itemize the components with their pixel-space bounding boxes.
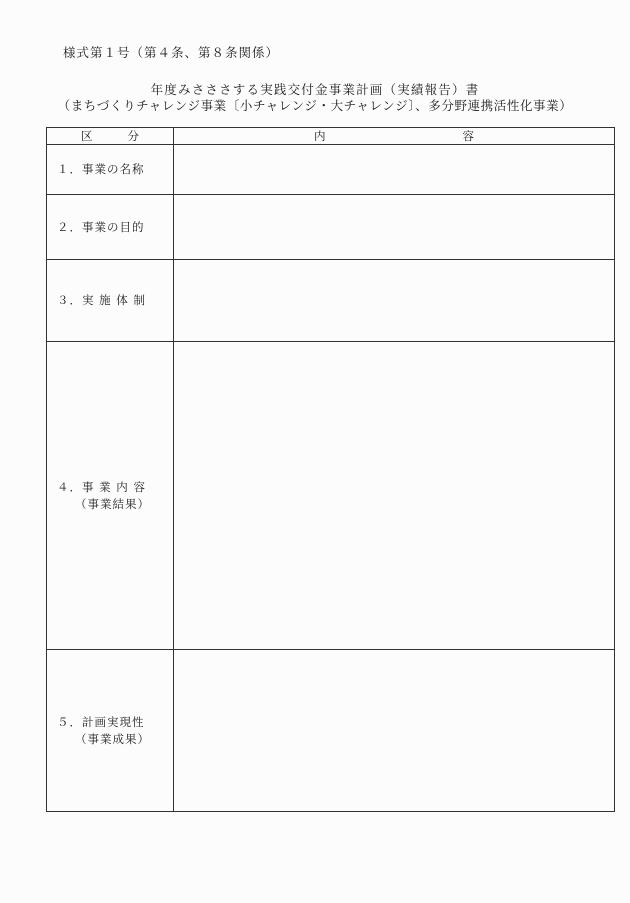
row-label: ３．実 施 体 制 xyxy=(57,293,146,307)
header-content-right: 容 xyxy=(462,129,474,143)
row-sublabel: （事業結果） xyxy=(75,496,150,511)
row-label: １．事業の名称 xyxy=(57,162,145,176)
table-row-implementation-structure xyxy=(47,260,615,342)
table-row-project-name xyxy=(47,145,615,195)
plan-table xyxy=(46,127,615,812)
row-label-cell xyxy=(47,342,174,650)
table-row-feasibility xyxy=(47,650,615,812)
header-category xyxy=(47,128,174,145)
header-category-left: 区 xyxy=(81,129,93,143)
row-label-cell xyxy=(47,260,174,342)
row-sublabel: （事業成果） xyxy=(75,731,150,746)
project-content-field[interactable] xyxy=(174,342,615,650)
header-category-right: 分 xyxy=(127,129,139,143)
row-label-cell xyxy=(47,650,174,812)
row-label: ５．計画実現性 xyxy=(57,714,145,729)
table-row-project-purpose xyxy=(47,195,615,260)
row-label: ２．事業の目的 xyxy=(57,219,145,234)
row-label: ４．事 業 内 容 xyxy=(57,479,146,494)
row-label-cell xyxy=(47,145,174,195)
header-content xyxy=(174,128,615,145)
header-content-left: 内 xyxy=(314,129,326,143)
project-name-field[interactable] xyxy=(174,145,615,195)
document-title: 年度みさささする実践交付金事業計画（実績報告）書 xyxy=(150,82,480,97)
form-number-label: 様式第１号（第４条、第８条関係） xyxy=(63,45,280,60)
document-subtitle: （まちづくりチャレンジ事業〔小チャレンジ・大チャレンジ〕、多分野連携活性化事業） xyxy=(57,98,573,113)
table-row-project-content xyxy=(47,342,615,650)
feasibility-field[interactable] xyxy=(174,650,615,812)
implementation-structure-field[interactable] xyxy=(174,260,615,342)
project-purpose-field[interactable] xyxy=(174,195,615,260)
table-header-row xyxy=(47,128,615,145)
row-label-cell xyxy=(47,195,174,260)
